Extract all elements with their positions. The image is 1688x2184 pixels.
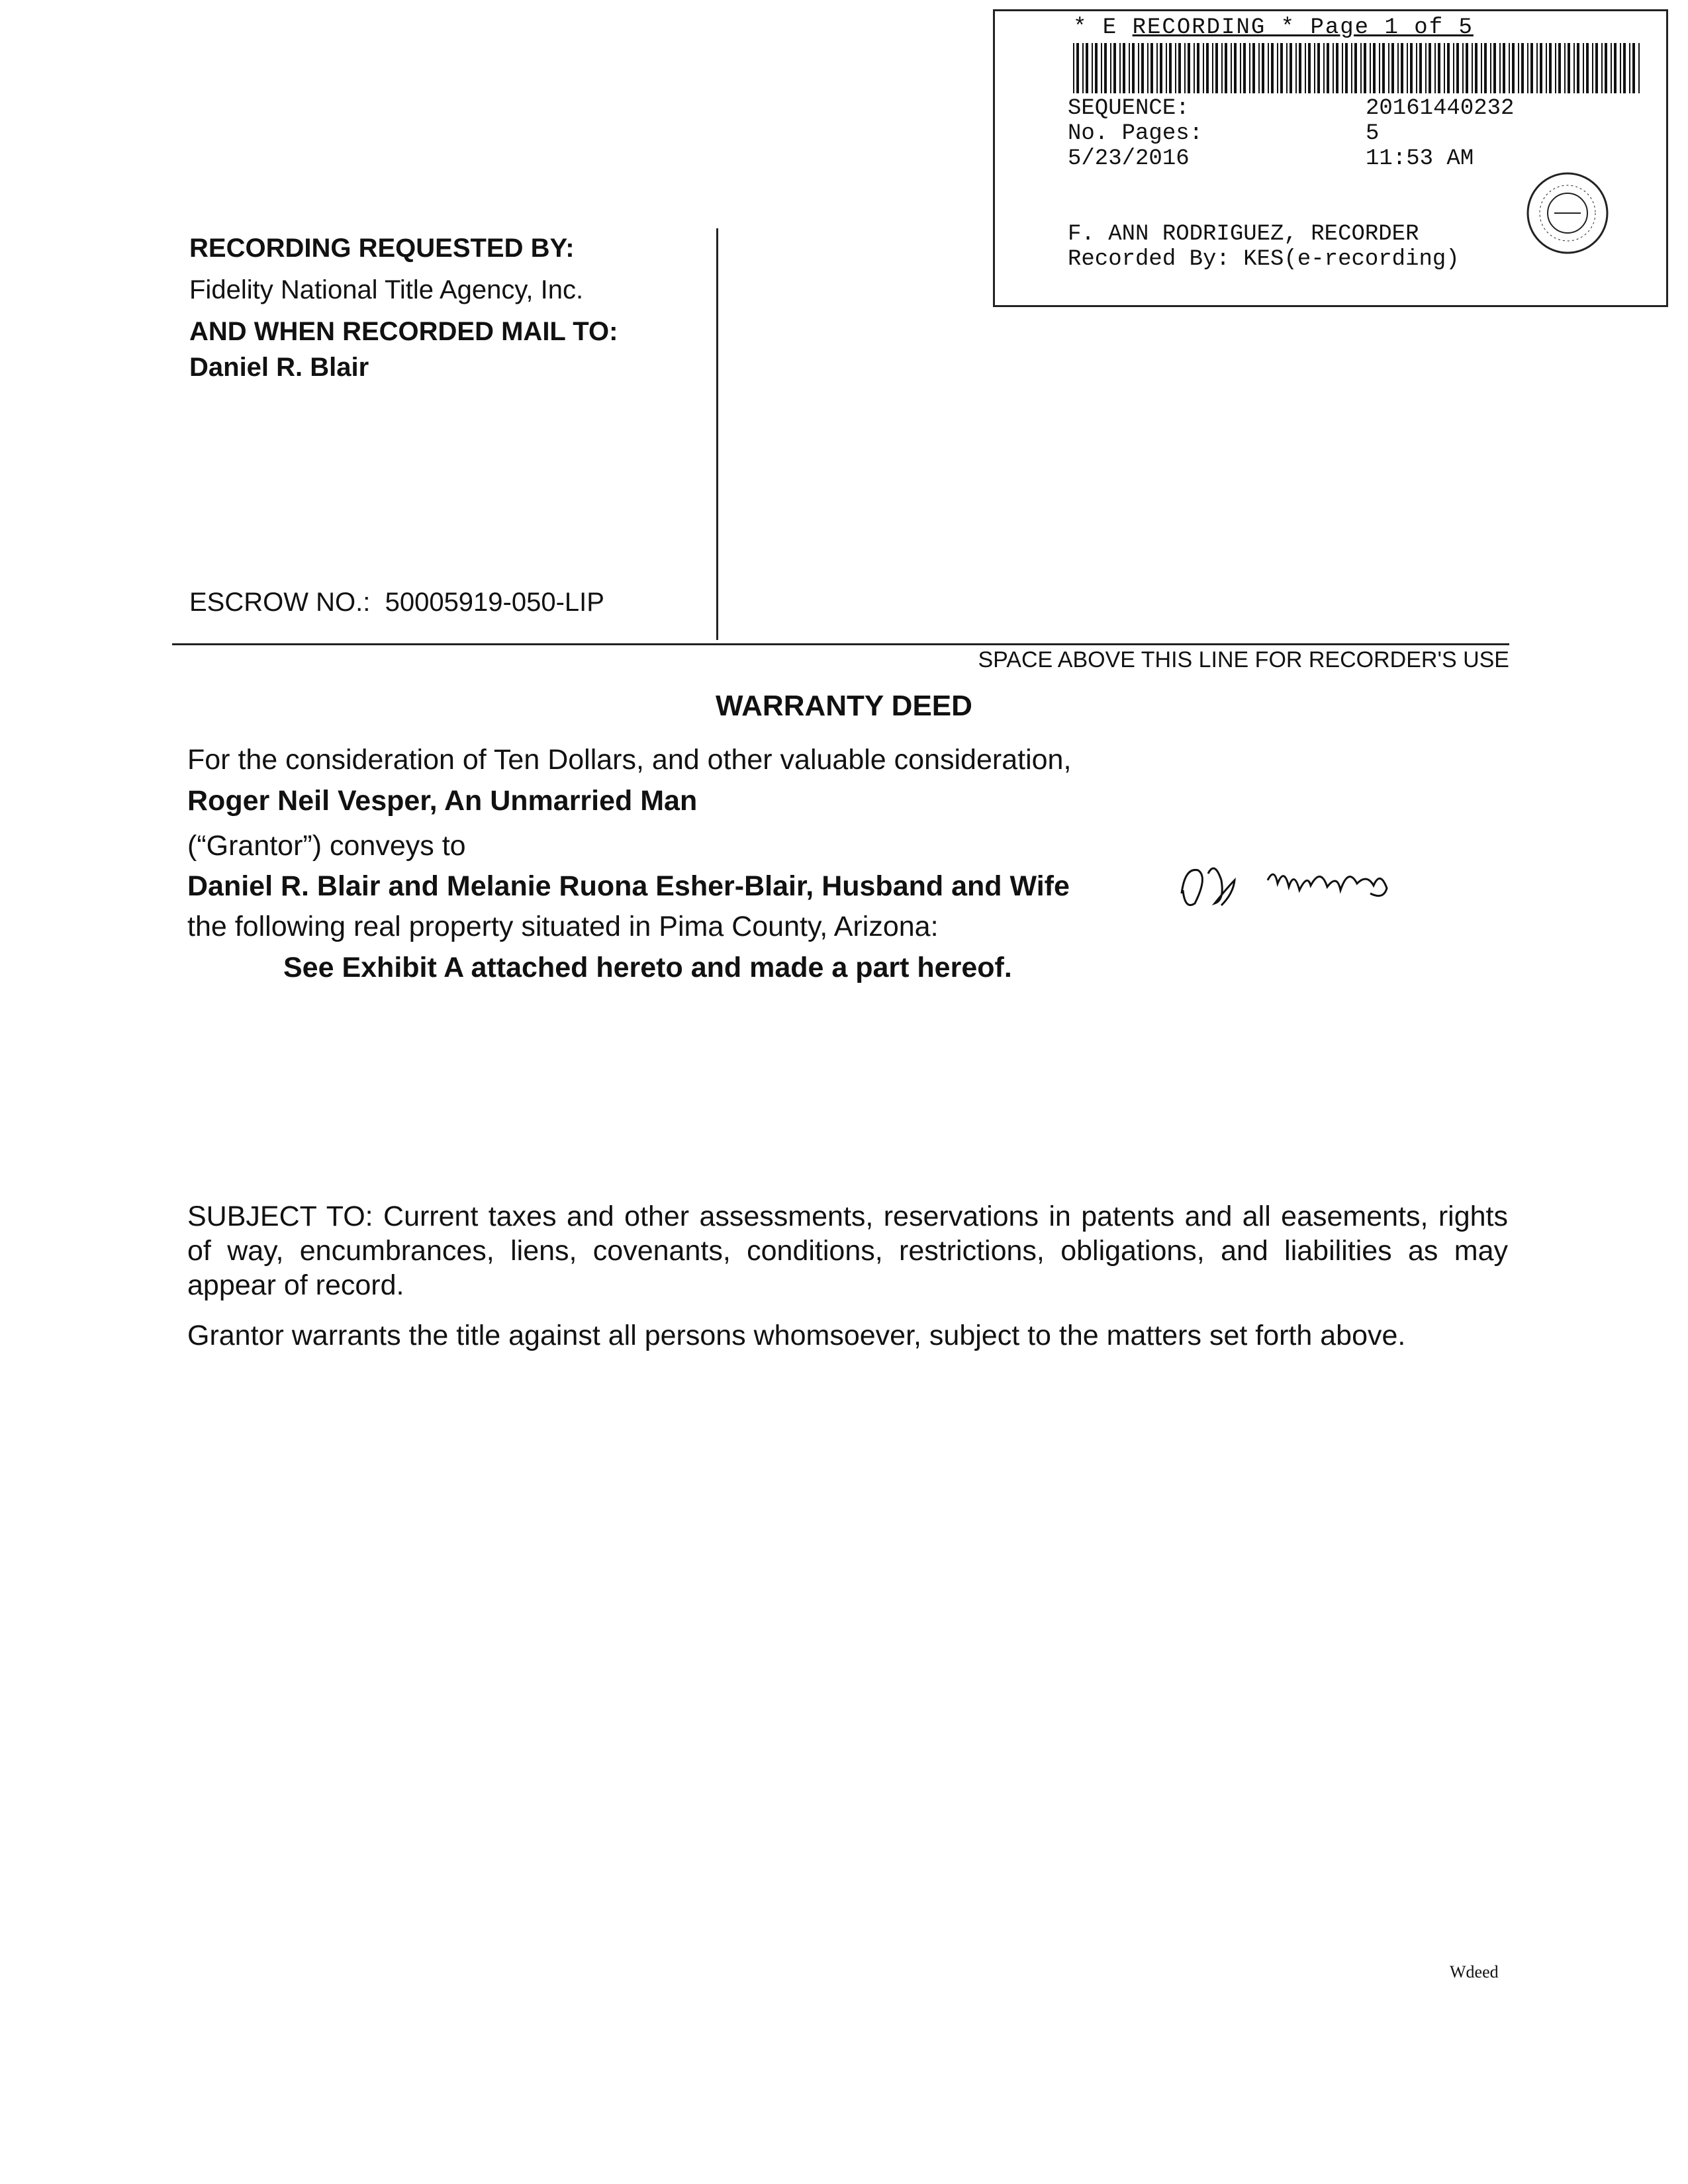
barcode-icon xyxy=(1073,43,1642,93)
requested-by-label: RECORDING REQUESTED BY: xyxy=(189,234,575,263)
recorder-name: F. ANN RODRIGUEZ, RECORDER xyxy=(1068,222,1419,247)
handwritten-initials xyxy=(1175,854,1427,920)
escrow-number: ESCROW NO.: 50005919-050-LIP xyxy=(189,588,604,617)
form-code: Wdeed xyxy=(1450,1962,1499,1981)
sequence-value: 20161440232 xyxy=(1366,96,1515,121)
requested-by-value: Fidelity National Title Agency, Inc. xyxy=(189,275,584,304)
recording-date: 5/23/2016 xyxy=(1068,146,1190,171)
warranty-paragraph: Grantor warrants the title against all persons whomsoever, subject to the matters set forth above. xyxy=(187,1320,1406,1351)
pages-value: 5 xyxy=(1366,121,1380,146)
grantor-name: Roger Neil Vesper, An Unmarried Man xyxy=(187,785,698,817)
conveys-text: (“Grantor”) conveys to xyxy=(187,830,466,862)
subject-to-paragraph: SUBJECT TO: Current taxes and other assessments, reservations in patents and all easements, rights of way, encumbrances, liens, covenants, conditions, restrictions, obligations, and liabilities as may appear of record. xyxy=(187,1201,1508,1301)
pages-label: No. Pages: xyxy=(1068,121,1203,146)
property-location-text: the following real property situated in Pima County, Arizona: xyxy=(187,911,939,942)
exhibit-reference: See Exhibit A attached hereto and made a part hereof. xyxy=(283,952,1012,983)
county-seal-icon xyxy=(1524,170,1611,256)
stamp-header: * E RECORDING * Page 1 of 5 xyxy=(1073,15,1474,40)
recorder-space-divider xyxy=(172,643,1509,645)
sequence-label: SEQUENCE: xyxy=(1068,96,1190,121)
grantee-names: Daniel R. Blair and Melanie Ruona Esher-Blair, Husband and Wife xyxy=(187,870,1070,902)
mail-to-value: Daniel R. Blair xyxy=(189,353,369,382)
consideration-text: For the consideration of Ten Dollars, and other valuable consideration, xyxy=(187,744,1072,776)
recorder-use-note: SPACE ABOVE THIS LINE FOR RECORDER'S USE xyxy=(978,647,1509,672)
recorded-by: Recorded By: KES(e-recording) xyxy=(1068,247,1460,272)
vertical-divider xyxy=(716,228,718,640)
deed-title: WARRANTY DEED xyxy=(716,690,972,722)
recorder-stamp xyxy=(993,9,1668,307)
mail-to-label: AND WHEN RECORDED MAIL TO: xyxy=(189,317,618,346)
recording-time: 11:53 AM xyxy=(1366,146,1474,171)
